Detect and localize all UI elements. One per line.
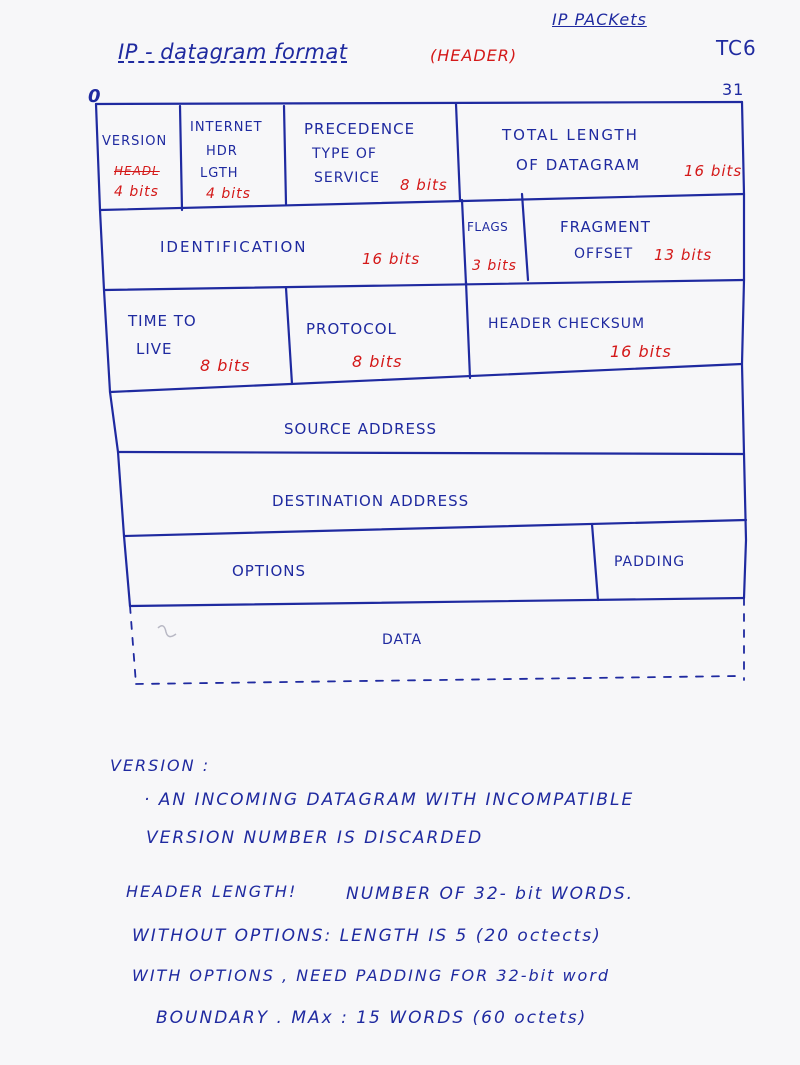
fragment-offset-bits: 13 bits xyxy=(654,246,713,264)
ip-packets-heading: IP PACKets xyxy=(552,10,647,29)
notes-version-line1: · AN INCOMING DATAGRAM WITH INCOMPATIBLE xyxy=(144,790,635,810)
ihl-bits: 4 bits xyxy=(206,186,251,202)
notes-version-heading: VERSION : xyxy=(110,756,211,775)
fragment-offset-label-line1: FRAGMENT xyxy=(560,218,651,236)
destination-address-label: DESTINATION ADDRESS xyxy=(272,492,470,510)
divider-flags-offset xyxy=(522,194,528,280)
data-label: DATA xyxy=(382,632,423,648)
bit-start-label: 0 xyxy=(88,86,102,107)
ihl-label-line3: LGTH xyxy=(200,166,239,181)
total-length-label-line1: TOTAL LENGTH xyxy=(502,126,639,144)
total-length-label-line2: OF DATAGRAM xyxy=(516,156,641,174)
notes-version-line2: VERSION NUMBER IS DISCARDED xyxy=(146,828,484,848)
fragment-offset-label-line2: OFFSET xyxy=(574,246,634,262)
divider-ihl-tos xyxy=(284,106,286,204)
pencil-smudge xyxy=(158,626,176,637)
identification-label: IDENTIFICATION xyxy=(160,238,308,256)
ttl-label-line1: TIME TO xyxy=(128,312,197,330)
notes-header-length-line4: BOUNDARY . MAx : 15 WORDS (60 octets) xyxy=(156,1008,588,1028)
ttl-label-line2: LIVE xyxy=(136,340,173,358)
divider-options-padding xyxy=(592,524,598,600)
divider-tos-length xyxy=(456,104,460,200)
padding-label: PADDING xyxy=(614,554,686,570)
protocol-label: PROTOCOL xyxy=(306,320,397,338)
protocol-bits: 8 bits xyxy=(352,352,403,371)
tos-label-line2: TYPE OF xyxy=(312,146,377,162)
divider-version-ihl xyxy=(180,106,182,210)
row-divider-4 xyxy=(118,452,744,454)
flags-bits: 3 bits xyxy=(472,258,517,274)
identification-bits: 16 bits xyxy=(362,250,421,268)
tos-label-line1: PRECEDENCE xyxy=(304,120,416,138)
version-struck-text: HEADL xyxy=(114,164,160,178)
ihl-label-line2: HDR xyxy=(206,144,238,159)
row-divider-2 xyxy=(104,280,744,290)
options-label: OPTIONS xyxy=(232,562,306,580)
total-length-bits: 16 bits xyxy=(684,162,743,180)
flags-label: FLAGS xyxy=(467,220,509,234)
notes-header-length-line3: WITH OPTIONS , NEED PADDING FOR 32-bit word xyxy=(132,966,611,985)
ttl-bits: 8 bits xyxy=(200,356,251,375)
source-address-label: SOURCE ADDRESS xyxy=(284,420,438,438)
divider-protocol-checksum xyxy=(466,282,470,378)
header-checksum-bits: 16 bits xyxy=(610,342,672,361)
version-label: VERSION xyxy=(102,134,168,149)
header-checksum-label: HEADER CHECKSUM xyxy=(488,316,646,332)
row-divider-1 xyxy=(100,194,744,210)
divider-id-flags xyxy=(462,200,466,284)
ihl-label-line1: INTERNET xyxy=(190,120,263,135)
divider-ttl-protocol xyxy=(286,288,292,384)
page-title: IP - datagram format xyxy=(118,40,348,64)
page-reference: TC6 xyxy=(716,36,757,60)
bit-end-label: 31 xyxy=(722,80,745,99)
row-divider-6 xyxy=(130,598,744,606)
row-divider-5 xyxy=(124,520,746,536)
row-divider-top xyxy=(96,102,742,104)
data-region-bottom-edge xyxy=(136,676,740,684)
page-subtitle: (HEADER) xyxy=(430,46,518,65)
version-bits: 4 bits xyxy=(114,184,159,200)
data-region-left-edge xyxy=(130,606,136,684)
notes-header-length-heading: HEADER LENGTH! xyxy=(126,882,298,901)
notes-header-length-line2: WITHOUT OPTIONS: LENGTH IS 5 (20 octects) xyxy=(132,926,602,946)
tos-label-line3: SERVICE xyxy=(314,170,381,186)
notes-header-length-line1: NUMBER OF 32- bit WORDS. xyxy=(346,884,635,904)
frame-left xyxy=(96,104,130,606)
tos-bits: 8 bits xyxy=(400,176,448,194)
frame-right xyxy=(742,102,746,598)
